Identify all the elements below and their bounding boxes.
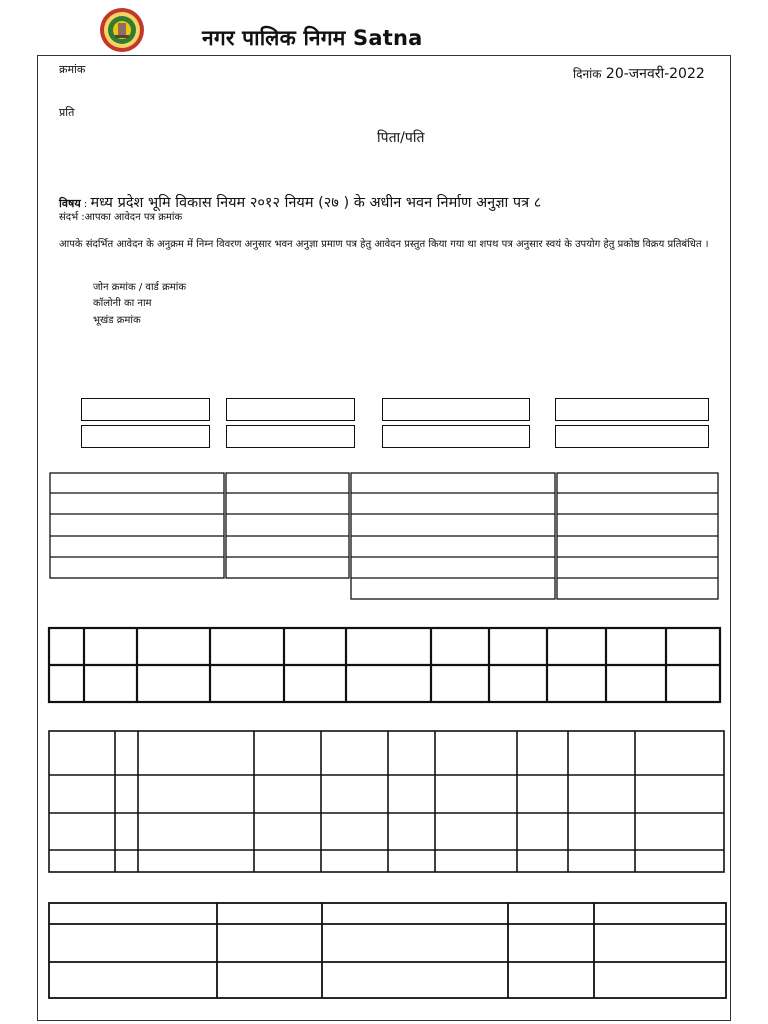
detail-zone-ward: जोन क्रमांक / वार्ड क्रमांक (93, 282, 187, 293)
page-title: नगर पालिक निगम Satna (202, 26, 423, 50)
reference-line: संदर्भ :आपका आवेदन पत्र क्रमांक (59, 212, 183, 223)
date-value: 20-जनवरी-2022 (605, 66, 705, 82)
pita-pati-label: पिता/पति (377, 130, 425, 146)
subject-separator: : (80, 199, 91, 210)
prati-label: प्रति (59, 106, 75, 119)
date-label: दिनांक (573, 67, 602, 81)
detail-plot-number: भूखंड क्रमांक (93, 315, 141, 326)
detail-colony-name: कॉलोनी का नाम (93, 298, 152, 309)
subject-label: विषय (59, 197, 81, 210)
subject-text: मध्य प्रदेश भूमि विकास नियम २०१२ नियम (२७ ) के अधीन भवन निर्माण अनुज्ञा पत्र ८ (90, 195, 542, 211)
body-paragraph: आपके संदर्भित आवेदन के अनुक्रम में निम्न विवरण अनुसार भवन अनुज्ञा प्रमाण पत्र हेतु आवेदन प्रस्तुत किया गया था शपथ पत्र अनुसार स्वयं के उपयोग हेतु प्रकोष्ठ विक्रय प्रतिबंधित । (59, 239, 709, 250)
kramank-label: क्रमांक (59, 63, 86, 76)
